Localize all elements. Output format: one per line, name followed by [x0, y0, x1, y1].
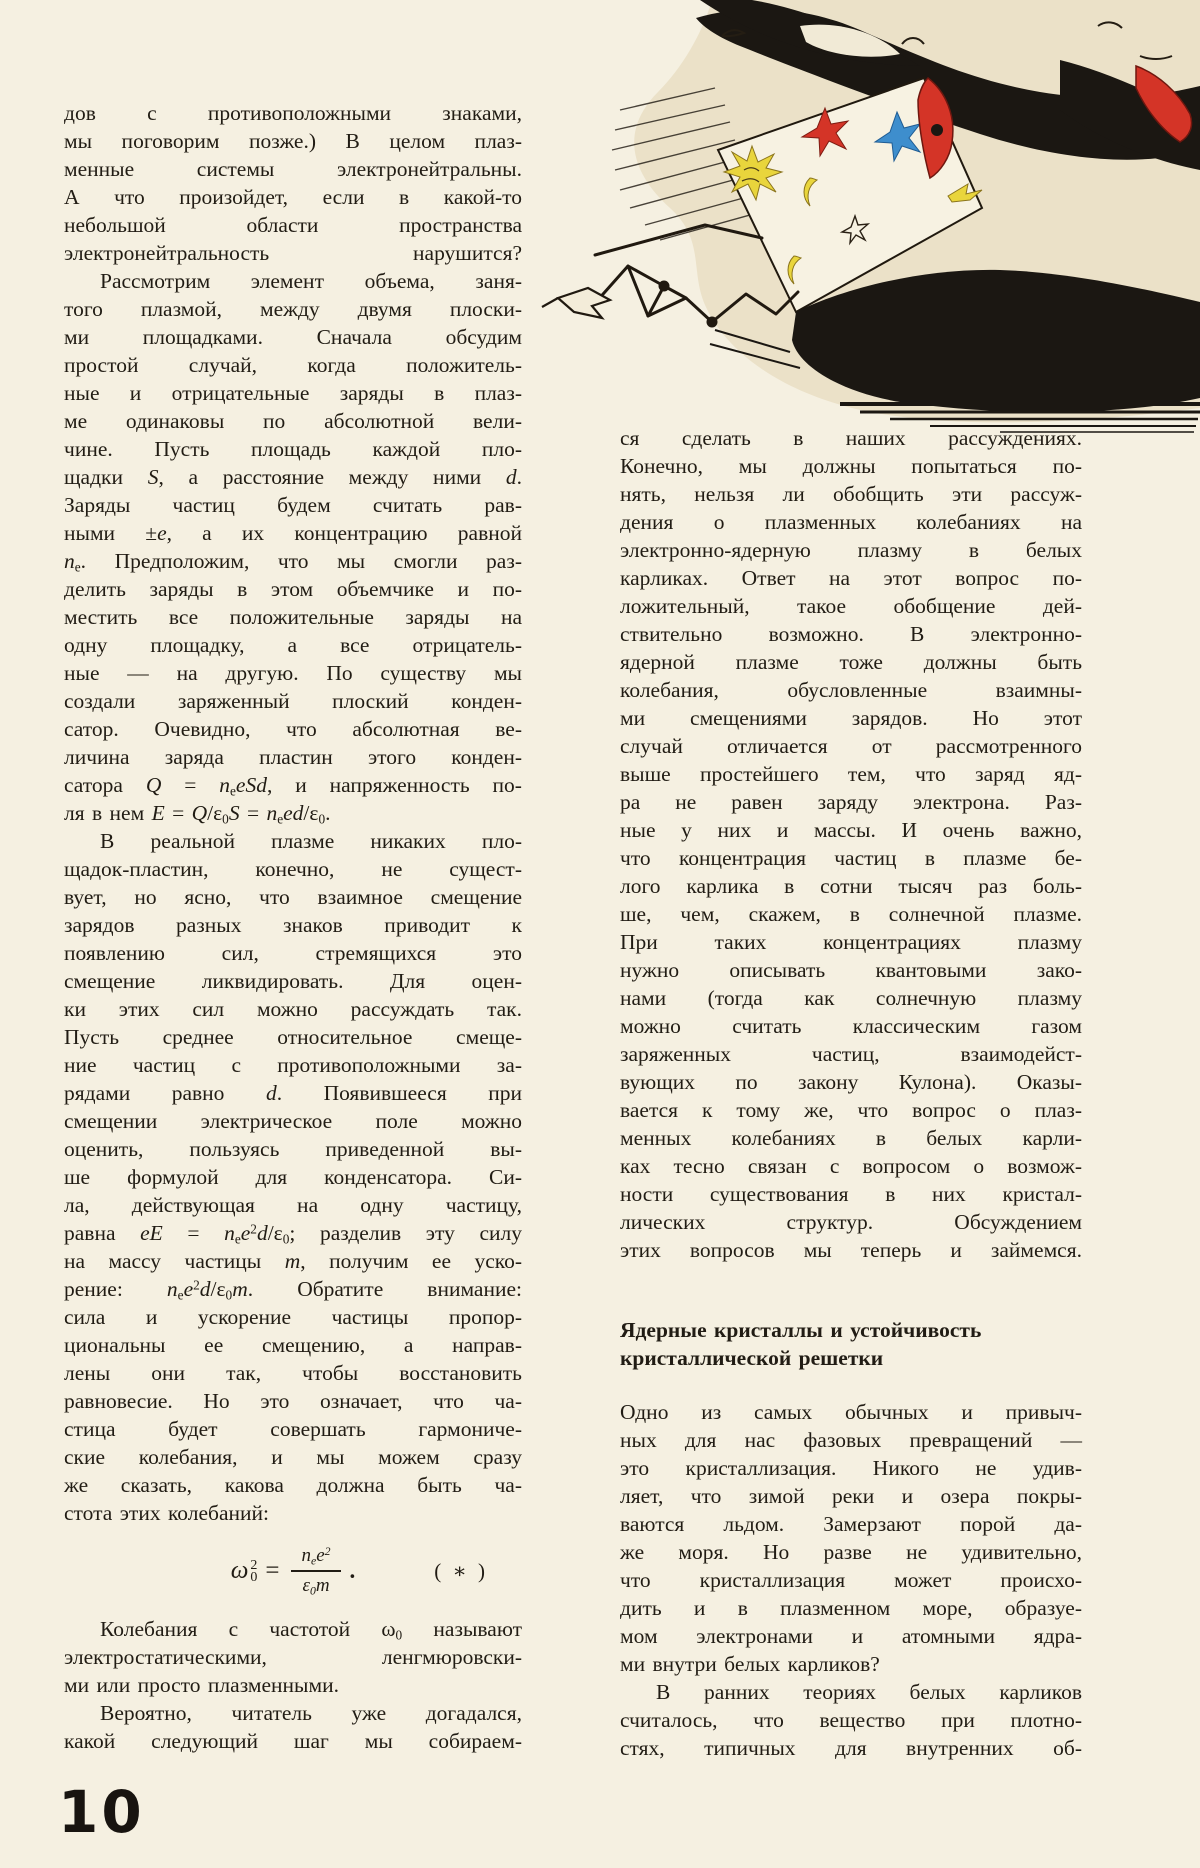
- formula-lhs: [231, 1557, 292, 1585]
- formula-superscript: 2: [250, 1558, 258, 1573]
- text-line: считалось, что вещество при плотно-: [620, 1708, 1082, 1732]
- text-line: ские колебания, и мы можем сразу: [64, 1445, 522, 1469]
- page-number: 10: [58, 1778, 145, 1846]
- text-line: что концентрация частиц в плазме бе-: [620, 846, 1082, 870]
- text-line: менных колебаниях в белых карли-: [620, 1126, 1082, 1150]
- right-column: [620, 424, 1082, 1762]
- sketched-star-icon: [842, 216, 868, 243]
- text-line: кристаллической решетки: [620, 1346, 884, 1370]
- text-line: В реальной плазме никаких пло-: [100, 829, 522, 853]
- text-line: ными ±e, а их концентрацию равной: [64, 521, 522, 545]
- ink-arm-right: [1060, 60, 1200, 170]
- formula-subscript: 0: [250, 1570, 258, 1585]
- text-line: сатора $Q = n_eeSd$, и напряженность по-: [64, 773, 522, 799]
- text-line: ках тесно связан с вопросом о возмож-: [620, 1154, 1082, 1178]
- ribbon-ink-blot: [931, 124, 943, 136]
- text-line: случай отличается от рассмотренного: [620, 734, 1082, 758]
- fraction-numerator: $n_ee^2$: [291, 1545, 340, 1572]
- text-line: ля в нем $E = Q/\varepsilon_0S = n_eed/\varepsilon_0$.: [64, 801, 331, 827]
- ink-sleeve-highlight: [800, 25, 900, 57]
- text-line: ла, действующая на одну частицу,: [64, 1193, 522, 1217]
- yellow-sun-scribble: [742, 168, 759, 182]
- paragraph: [620, 424, 1082, 1264]
- left-column-bottom-paragraphs: [64, 1615, 522, 1755]
- text-line: же моря. Но разве не удивительно,: [620, 1540, 1082, 1564]
- text-line: рение: $n_ee^2d/\varepsilon_0m$. Обратите внимание:: [64, 1277, 522, 1303]
- text-line: выше простейшего тем, что заряд яд-: [620, 762, 1082, 786]
- illustration-drawing: [500, 0, 1200, 440]
- text-line: ных для нас фазовых превращений —: [620, 1428, 1082, 1452]
- text-line: можно считать классическим газом: [620, 1014, 1082, 1038]
- text-line: дить и в плазменном море, образуе-: [620, 1596, 1082, 1620]
- paragraph: [64, 1699, 522, 1755]
- paragraph: [64, 99, 522, 267]
- text-line: щадки S, а расстояние между ними d.: [64, 465, 522, 489]
- text-line: смещение ликвидировать. Для оцен-: [64, 969, 522, 993]
- text-line: ми смещениями зарядов. Но этот: [620, 706, 1082, 730]
- text-line: лены они так, чтобы восстановить: [64, 1361, 522, 1385]
- text-line: ные и отрицательные заряды в плаз-: [64, 381, 522, 405]
- text-line: нужно описывать квантовыми зако-: [620, 958, 1082, 982]
- yellow-arrow-icon: [948, 184, 982, 202]
- text-line: простой случай, когда положитель-: [64, 353, 522, 377]
- text-line: ные у них и массы. И очень важно,: [620, 818, 1082, 842]
- section-heading: [620, 1316, 1082, 1372]
- text-line: ности существования в них кристал-: [620, 1182, 1082, 1206]
- text-line: вует, но ясно, что взаимное смещение: [64, 885, 522, 909]
- text-line: этих вопросов мы теперь и займемся.: [620, 1238, 1082, 1262]
- skeletal-sticks: [595, 225, 798, 326]
- text-line: мом электронами и атомными ядра-: [620, 1624, 1082, 1648]
- text-line: колебания, обусловленные взаимны-: [620, 678, 1082, 702]
- text-line: Пусть среднее относительное смеще-: [64, 1025, 522, 1049]
- text-line: сила и ускорение частицы пропор-: [64, 1305, 522, 1329]
- text-line: личина заряда пластин этого конден-: [64, 745, 522, 769]
- text-line: ми или просто плазменными.: [64, 1673, 339, 1697]
- text-line: чине. Пусть площадь каждой пло-: [64, 437, 522, 461]
- omega-sup-sub: [250, 1560, 257, 1584]
- blue-star-icon: [875, 112, 920, 161]
- text-line: Рассмотрим элемент объема, заня-: [100, 269, 522, 293]
- text-line: карликах. Ответ на этот вопрос по-: [620, 566, 1082, 590]
- text-line: электронейтральность нарушится?: [64, 241, 522, 265]
- text-line: небольшой области пространства: [64, 213, 522, 237]
- text-line: ме одинаковы по абсолютной вели-: [64, 409, 522, 433]
- text-line: зарядов разных знаков приводит к: [64, 913, 522, 937]
- red-star-icon: [802, 108, 848, 156]
- text-line: какой следующий шаг мы собираем-: [64, 1729, 522, 1753]
- text-line: Вероятно, читатель уже догадался,: [100, 1701, 522, 1725]
- text-line: лических структур. Обсуждением: [620, 1210, 1082, 1234]
- text-line: Заряды частиц будем считать рав-: [64, 493, 522, 517]
- text-line: равна eE = $n_ee^2d/\varepsilon_0$; разделив эту силу: [64, 1221, 522, 1247]
- ink-streaks: [710, 330, 1200, 432]
- text-line: равновесие. Но это означает, что ча-: [64, 1389, 522, 1413]
- card-shape: [718, 78, 982, 312]
- text-line: создали заряженный плоский конден-: [64, 689, 522, 713]
- text-line: Ядерные кристаллы и устойчивость: [620, 1318, 982, 1342]
- text-line: дов с противоположными знаками,: [64, 101, 522, 125]
- text-line: ложительный, такое обобщение дей-: [620, 594, 1082, 618]
- text-line: ные — на другую. По существу мы: [64, 661, 522, 685]
- text-line: При таких концентрациях плазму: [620, 930, 1082, 954]
- text-line: $n_e$. Предположим, что мы смогли раз-: [64, 549, 522, 575]
- text-line: делить заряды в этом объемчике и по-: [64, 577, 522, 601]
- text-line: ствительно возможно. В электронно-: [620, 622, 1082, 646]
- text-line: ваются льдом. Замерзают порой да-: [620, 1512, 1082, 1536]
- text-line: А что произойдет, если в какой-то: [64, 185, 522, 209]
- paragraph: [620, 1398, 1082, 1678]
- bird-beak: [542, 298, 558, 307]
- right-column-body: [620, 1398, 1082, 1762]
- text-line: стота этих колебаний:: [64, 1501, 270, 1525]
- text-line: ше формулой для конденсатора. Си-: [64, 1165, 522, 1189]
- text-line: ние частиц с противоположными за-: [64, 1053, 522, 1077]
- text-line: смещении электрическое поле можно: [64, 1109, 522, 1133]
- equals-sign: =: [265, 1557, 280, 1584]
- ink-wave-top: [696, 9, 1200, 160]
- paragraph: [64, 827, 522, 1527]
- text-line: ки этих сил можно рассуждать так.: [64, 997, 522, 1021]
- yellow-sun-icon: [724, 146, 782, 200]
- text-line: ше, чем, скажем, в солнечной плазме.: [620, 902, 1082, 926]
- bird-head-shape: [558, 288, 610, 318]
- text-line: ся сделать в наших рассуждениях.: [620, 426, 1082, 450]
- text-line: это кристаллизация. Никого не удив-: [620, 1456, 1082, 1480]
- fraction-denominator: $\varepsilon_0m$: [302, 1575, 330, 1598]
- top-scribbles: [722, 22, 1172, 59]
- red-ribbon-edge-icon: [1136, 66, 1192, 142]
- crescent-moon-icon-2: [788, 256, 801, 284]
- text-line: вующих по закону Кулона). Оказы-: [620, 1070, 1082, 1094]
- red-ribbon-icon: [918, 78, 953, 178]
- text-line: появлению сил, стремящихся это: [64, 941, 522, 965]
- text-line: ляет, что зимой реки и озера покры-: [620, 1484, 1082, 1508]
- text-line: ра не равен заряду электрона. Раз-: [620, 790, 1082, 814]
- omega-symbol: ω: [230, 1557, 249, 1584]
- text-line: на массу частицы m, получим ее уско-: [64, 1249, 522, 1273]
- text-line: заряженных частиц, взаимодейст-: [620, 1042, 1082, 1066]
- text-line: циональны ее смещению, а направ-: [64, 1333, 522, 1357]
- text-line: ми площадками. Сначала обсудим: [64, 325, 522, 349]
- right-column-intro: [620, 424, 1082, 1264]
- text-line: того плазмой, между двумя плоски-: [64, 297, 522, 321]
- text-line: Колебания с частотой $\omega_0$ называют: [100, 1617, 522, 1643]
- text-line: Одно из самых обычных и привыч-: [620, 1400, 1082, 1424]
- paragraph: [620, 1678, 1082, 1762]
- crescent-moon-icon: [804, 178, 817, 206]
- text-line: В ранних теориях белых карликов: [656, 1680, 1082, 1704]
- ink-wave-top-corner: [700, 0, 920, 66]
- text-line: одну площадку, а все отрицатель-: [64, 633, 522, 657]
- formula-period: .: [349, 1558, 356, 1583]
- formula-tag: ( ∗ ): [434, 1558, 488, 1583]
- formula-fraction: [291, 1545, 340, 1597]
- text-line: мы поговорим позже.) В целом плаз-: [64, 129, 522, 153]
- text-line: дения о плазменных колебаниях на: [620, 510, 1082, 534]
- text-line: нами (тогда как солнечную плазму: [620, 986, 1082, 1010]
- text-line: Конечно, мы должны попытаться по-: [620, 454, 1082, 478]
- text-line: сатор. Очевидно, что абсолютная ве-: [64, 717, 522, 741]
- text-line: ми внутри белых карликов?: [620, 1652, 880, 1676]
- text-line: вается к тому же, что вопрос о плаз-: [620, 1098, 1082, 1122]
- plasma-frequency-formula: [64, 1527, 522, 1615]
- text-line: ядерной плазме тоже должны быть: [620, 650, 1082, 674]
- text-line: нять, нельзя ли обобщить эти рассуж-: [620, 482, 1082, 506]
- text-line: стях, типичных для внутренних об-: [620, 1736, 1082, 1760]
- ink-wave-bottom: [792, 270, 1200, 412]
- text-line: стица будет совершать гармониче-: [64, 1417, 522, 1441]
- illustration-paper: [634, 0, 1200, 422]
- left-column-top-paragraphs: [64, 99, 522, 1527]
- paragraph: [64, 267, 522, 827]
- text-line: щадок-пластин, конечно, не сущест-: [64, 857, 522, 881]
- text-line: электростатическими, ленгмюровски-: [64, 1645, 522, 1669]
- paragraph: [64, 1615, 522, 1699]
- text-line: рядами равно d. Появившееся при: [64, 1081, 522, 1105]
- left-column: [64, 99, 522, 1755]
- hatching-left: [612, 88, 768, 240]
- text-line: же сказать, какова должна быть ча-: [64, 1473, 522, 1497]
- text-line: лого карлика в сотни тысяч раз боль-: [620, 874, 1082, 898]
- text-line: что кристаллизация может происхо-: [620, 1568, 1082, 1592]
- text-line: местить все положительные заряды на: [64, 605, 522, 629]
- text-line: оценить, пользуясь приведенной вы-: [64, 1137, 522, 1161]
- paragraph: [620, 1316, 1082, 1372]
- text-line: менные системы электронейтральны.: [64, 157, 522, 181]
- text-line: электронно-ядерную плазму в белых: [620, 538, 1082, 562]
